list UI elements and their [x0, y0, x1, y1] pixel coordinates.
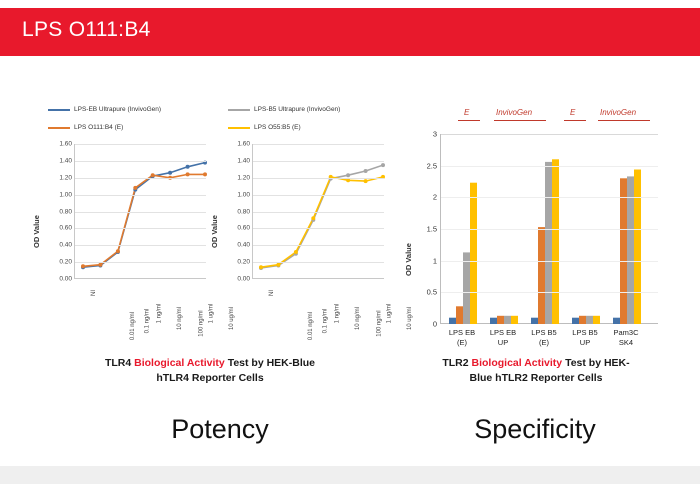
y-axis-title: OD Value — [404, 243, 413, 276]
x-tick: 10 ng/ml — [177, 307, 184, 331]
x-tick: 10 ng/ml — [355, 307, 362, 331]
x-tick: 0.1 ng/ml — [144, 308, 151, 334]
legend-label: LPS-EB Ultrapure (InvivoGen) — [74, 106, 162, 113]
y-tick: 0.60 — [237, 224, 250, 232]
y-tick: 2.5 — [426, 161, 437, 171]
y-tick: 1.40 — [59, 157, 72, 165]
caption-left: TLR4 Biological Activity Test by HEK-Blue hTLR4 Reporter Cells — [104, 357, 316, 384]
annotation-underline-4 — [598, 120, 650, 121]
x-tick: NI — [269, 290, 275, 296]
y-tick: 0.00 — [59, 275, 72, 283]
annotation-invivogen-2: InvivoGen — [600, 108, 637, 117]
legend-item-left-2 — [48, 124, 123, 131]
legend-marker-blue — [48, 109, 70, 111]
annotation-underline-3 — [564, 120, 586, 121]
y-axis-title: OD Value — [32, 215, 41, 248]
x-tick: 1 ng/ml — [334, 303, 341, 324]
y-tick: 0.20 — [237, 258, 250, 266]
y-tick: 1 — [432, 256, 437, 266]
plot-area — [237, 140, 384, 283]
slide-content — [0, 56, 700, 466]
legend-label: LPS O55:B5 (E) — [254, 124, 301, 131]
y-tick: 0.40 — [59, 241, 72, 249]
y-tick: 1.20 — [59, 174, 72, 182]
plot-area — [426, 129, 658, 329]
y-tick: 0.5 — [426, 287, 437, 297]
y-tick: 0.00 — [237, 275, 250, 283]
y-axis-title: OD Value — [210, 215, 219, 248]
annotation-e-2: E — [570, 108, 576, 117]
x-tick: 1 ug/ml — [208, 303, 215, 324]
legend-marker-orange — [48, 127, 70, 129]
line-chart-left — [30, 138, 236, 341]
legend-item-mid-1 — [228, 106, 340, 113]
annotation-e-1: E — [464, 108, 470, 117]
line-chart-middle — [208, 138, 414, 341]
y-tick: 1.60 — [59, 140, 72, 148]
annotation-invivogen-1: InvivoGen — [496, 108, 533, 117]
x-group-label: LPS EB (E) — [448, 328, 476, 347]
y-tick: 1.60 — [237, 140, 250, 148]
y-tick: 0.80 — [59, 208, 72, 215]
y-tick: 0.60 — [59, 224, 72, 232]
x-tick: NI — [91, 290, 97, 296]
y-tick: 0.40 — [237, 241, 250, 249]
x-group-label: LPS B5 UP — [572, 328, 598, 347]
x-tick: 1 ng/ml — [156, 303, 163, 324]
legend-marker-yellow — [228, 127, 250, 129]
x-tick: 0.1 ng/ml — [322, 308, 329, 334]
y-tick: 0.80 — [237, 208, 250, 215]
y-tick: 1.20 — [237, 174, 250, 182]
y-tick: 3 — [432, 129, 437, 139]
footer-band — [0, 466, 700, 484]
annotation-underline-2 — [494, 120, 546, 121]
x-tick: 10 ug/ml — [229, 307, 236, 331]
plot-area — [59, 140, 206, 283]
x-tick: 100 ng/ml — [198, 310, 205, 337]
y-tick: 1.5 — [426, 224, 437, 234]
bar-chart-right — [400, 86, 670, 366]
x-tick: 0.01 ng/ml — [130, 312, 137, 341]
y-tick: 2 — [432, 192, 437, 202]
y-tick: 1.00 — [237, 191, 250, 199]
legend-item-left-1 — [48, 106, 161, 113]
y-tick: 1.00 — [59, 191, 72, 199]
x-tick: 10 ug/ml — [407, 307, 414, 331]
legend-marker-gray — [228, 109, 250, 111]
y-tick: 1.40 — [237, 157, 250, 165]
x-tick: 1 ug/ml — [386, 303, 393, 324]
y-tick: 0.20 — [59, 258, 72, 266]
legend-label: LPS O111:B4 (E) — [74, 124, 124, 131]
x-group-label: LPS B5 (E) — [531, 328, 557, 347]
legend-item-mid-2 — [228, 124, 301, 131]
big-word-specificity: Specificity — [474, 414, 596, 444]
annotation-underline-1 — [458, 120, 480, 121]
page-title: LPS O111:B4 — [22, 18, 151, 41]
x-group-label: LPS EB UP — [489, 328, 517, 347]
legend-label: LPS-B5 Ultrapure (InvivoGen) — [254, 106, 341, 113]
big-word-potency: Potency — [171, 414, 269, 444]
caption-right: TLR2 Biological Activity Test by HEK- Blue hTLR2 Reporter Cells — [442, 357, 630, 384]
x-group-label: Pam3C SK4 — [613, 328, 639, 347]
x-tick: 100 ng/ml — [376, 310, 383, 337]
x-tick: 0.01 ng/ml — [308, 312, 315, 341]
y-tick: 0 — [432, 319, 437, 329]
